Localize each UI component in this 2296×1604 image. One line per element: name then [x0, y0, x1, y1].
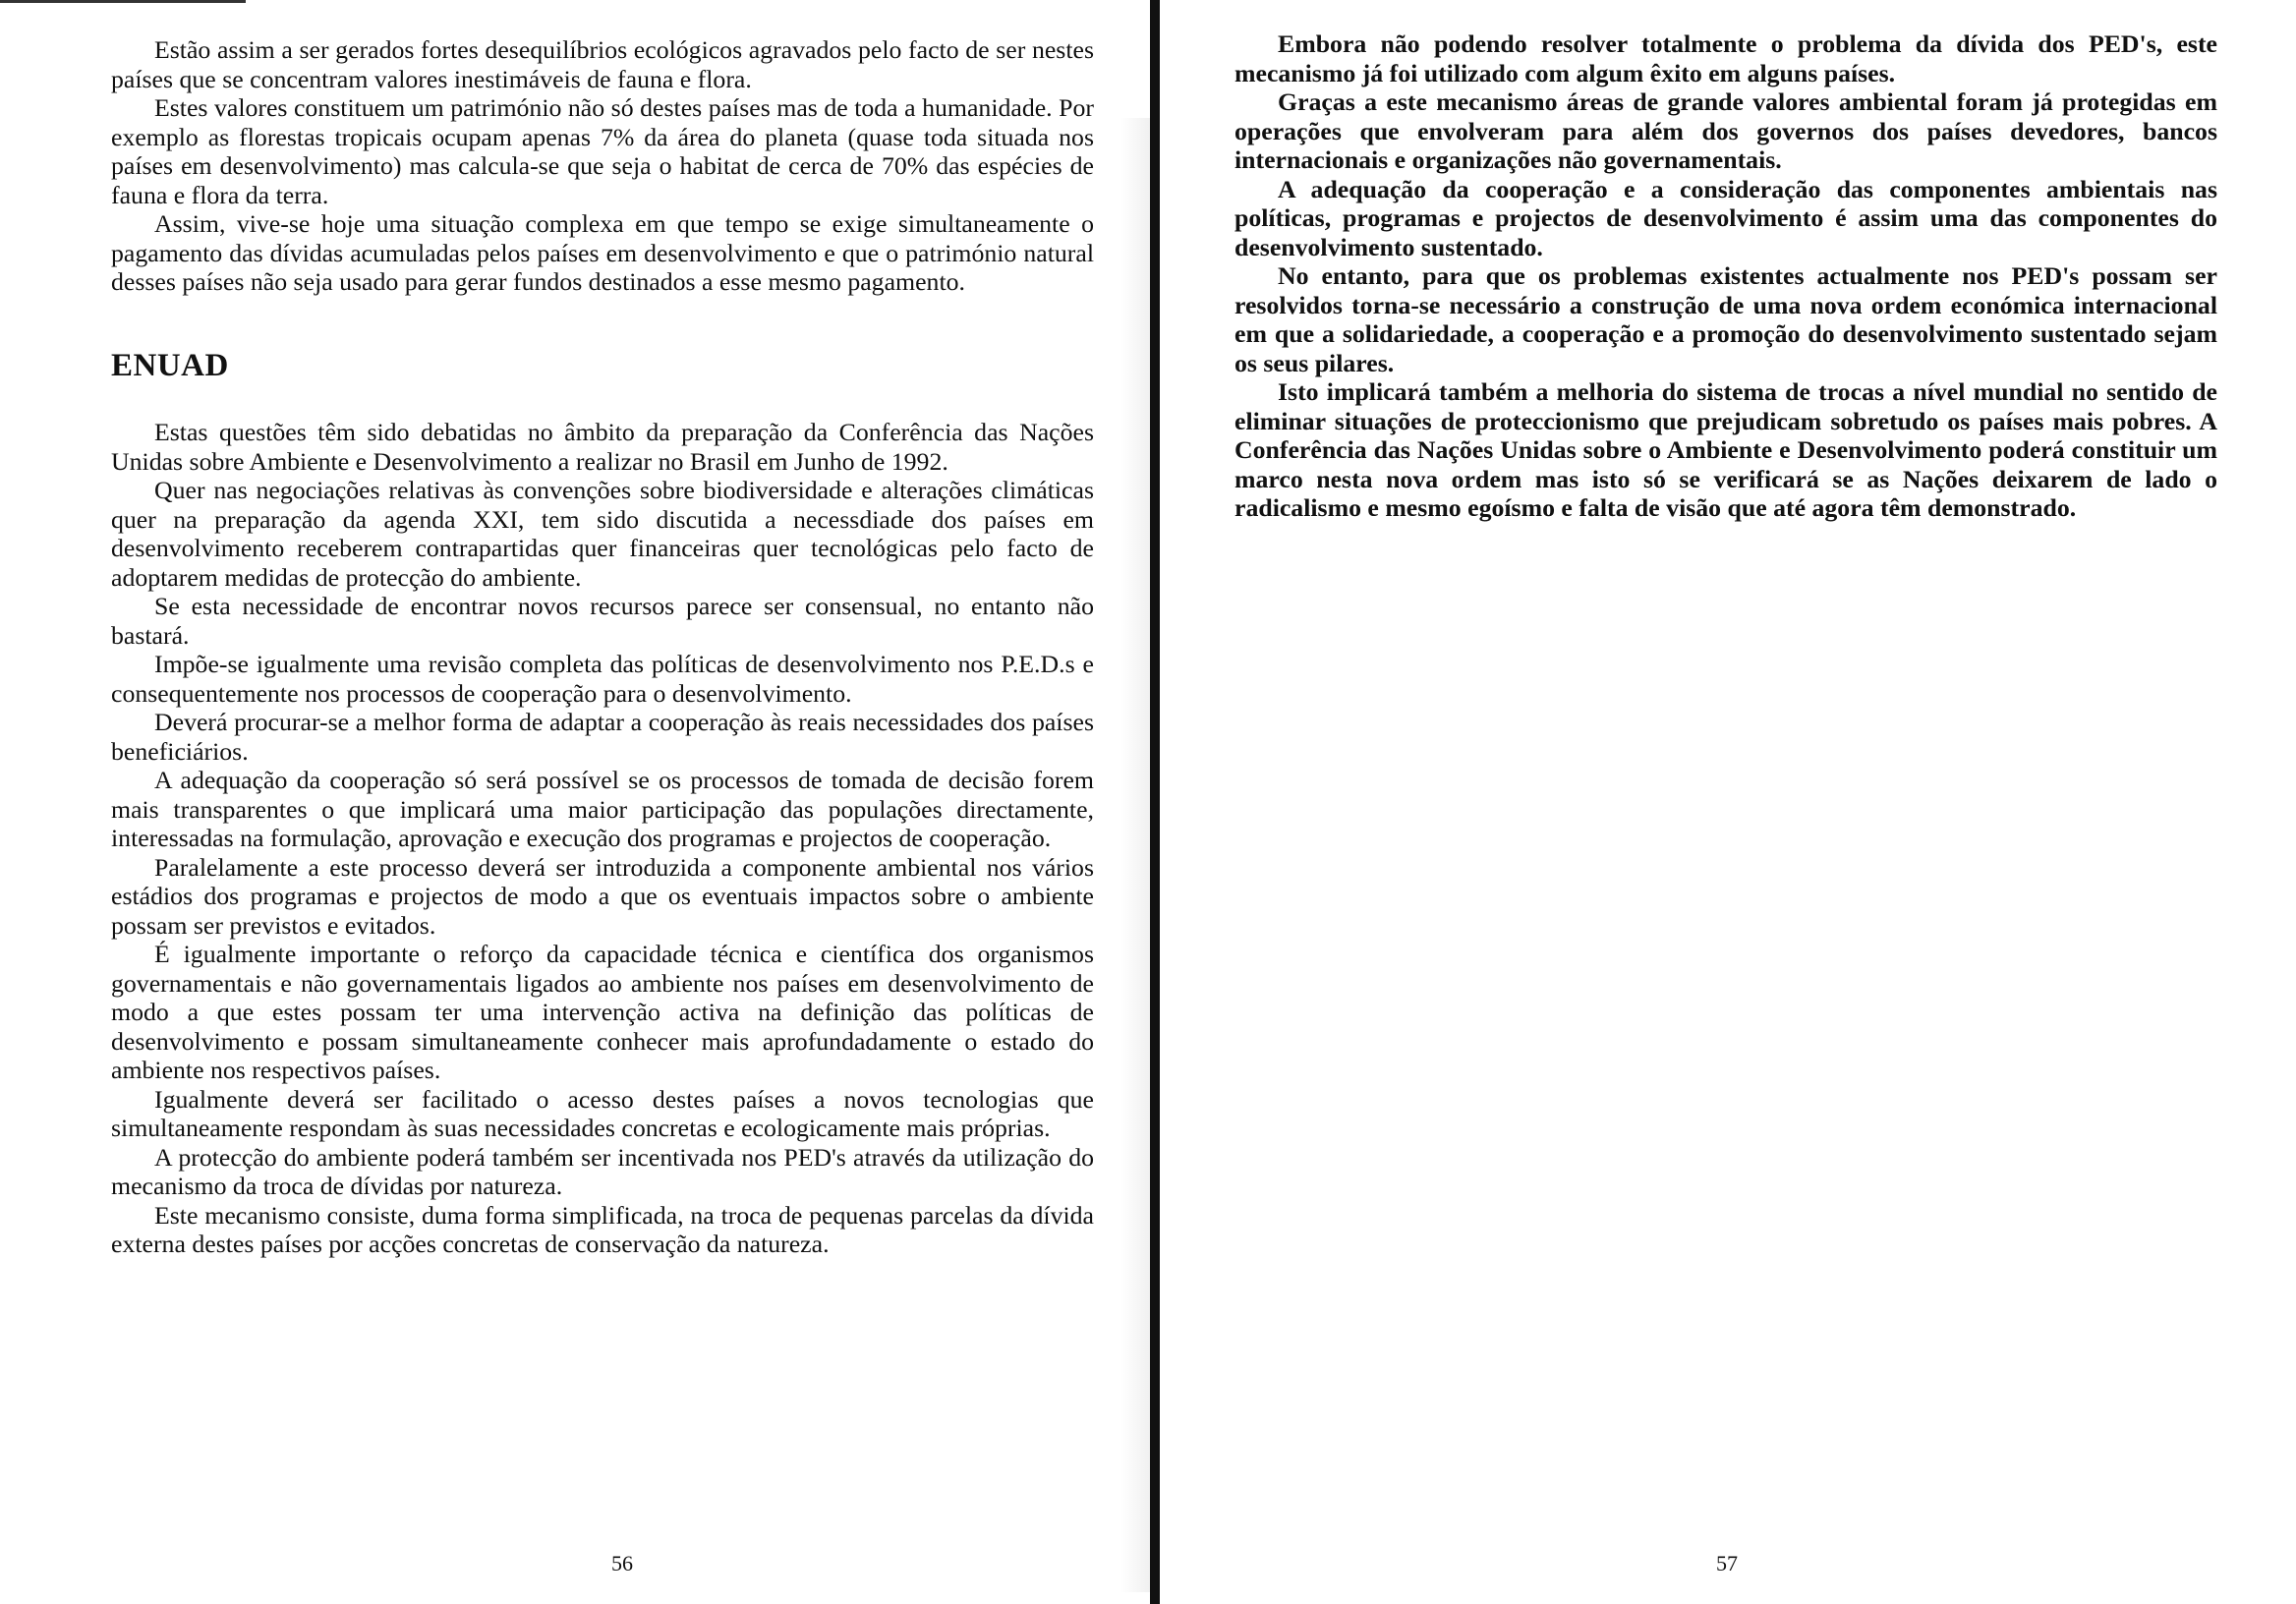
- spacer: [111, 297, 1094, 352]
- section-heading: ENUAD: [111, 347, 229, 383]
- paragraph: Graças a este mecanismo áreas de grande valores ambiental foram já protegidas em operações que envolveram para além dos governos dos países devedores, bancos internacionais e organizações não governamentais.: [1234, 87, 2217, 174]
- paragraph: A adequação da cooperação só será possível se os processos de tomada de decisão forem mais transparentes o que implicará uma maior participação das populações directamente, interessadas na formulação, aprovação e execução dos programas e projectos de cooperação.: [111, 766, 1094, 852]
- paragraph: Assim, vive-se hoje uma situação complexa em que tempo se exige simultaneamente o pagamento das dívidas acumuladas pelos países em desenvolvimento e que o património natural desses países não seja usado para gerar fundos destinados a esse mesmo pagamento.: [111, 209, 1094, 296]
- spacer: [111, 380, 1094, 418]
- right-page: [1156, 0, 2296, 1604]
- paragraph: A protecção do ambiente poderá também ser incentivada nos PED's através da utilização do mecanismo da troca de dívidas por natureza.: [111, 1142, 1094, 1200]
- left-page-text: [111, 35, 1094, 1259]
- paragraph: Deverá procurar-se a melhor forma de adaptar a cooperação às reais necessidades dos países beneficiários.: [111, 708, 1094, 766]
- paragraph: Paralelamente a este processo deverá ser introduzida a componente ambiental nos vários estádios dos programas e projectos de modo a que os eventuais impactos sobre o ambiente possam ser previstos e evitados.: [111, 852, 1094, 940]
- gutter-shadow: [1120, 118, 1150, 1592]
- paragraph: No entanto, para que os problemas existentes actualmente nos PED's possam ser resolvidos torna-se necessário a construção de uma nova ordem económica internacional em que a solidariedade, a cooperação e a promoção do desenvolvimento sustentado sejam os seus pilares.: [1234, 261, 2217, 377]
- paragraph: Estas questões têm sido debatidas no âmbito da preparação da Conferência das Nações Unidas sobre Ambiente e Desenvolvimento a realizar no Brasil em Junho de 1992.: [111, 418, 1094, 476]
- paragraph: Isto implicará também a melhoria do sistema de trocas a nível mundial no sentido de eliminar situações de proteccionismo que prejudicam sobretudo os países mais pobres. A Conferência das Nações Unidas sobre o Ambiente e Desenvolvimento poderá constituir um marco nesta nova ordem mas isto só se verificará se as Nações deixarem de lado o radicalismo e mesmo egoísmo e falta de visão que até agora têm demonstrado.: [1234, 377, 2217, 522]
- page-number: 56: [611, 1551, 633, 1575]
- paragraph: Embora não podendo resolver totalmente o problema da dívida dos PED's, este mecanismo já foi utilizado com algum êxito em alguns países.: [1234, 29, 2217, 87]
- page-number: 57: [1716, 1551, 1738, 1575]
- right-page-text: [1234, 29, 2217, 523]
- paragraph: Quer nas negociações relativas às convenções sobre biodiversidade e alterações climáticas quer na preparação da agenda XXI, tem sido discutida a necessdiade dos países em desenvolvimento receberem contrapartidas quer financeiras quer tecnológicas pelo facto de adoptarem medidas de protecção do ambiente.: [111, 476, 1094, 592]
- paragraph: A adequação da cooperação e a consideração das componentes ambientais nas políticas, programas e projectos de desenvolvimento é assim uma das componentes do desenvolvimento sustentado.: [1234, 174, 2217, 261]
- paragraph: Estes valores constituem um património não só destes países mas de toda a humanidade. Por exemplo as florestas tropicais ocupam apenas 7% da área do planeta (quase toda situada nos países em desenvolvimento) mas calcula-se que seja o habitat de cerca de 70% das espécies de fauna e flora da terra.: [111, 93, 1094, 209]
- paragraph: Igualmente deverá ser facilitado o acesso destes países a novos tecnologias que simultaneamente respondam às suas necessidades concretas e ecologicamente mais próprias.: [111, 1084, 1094, 1142]
- paragraph: É igualmente importante o reforço da capacidade técnica e científica dos organismos governamentais e não governamentais ligados ao ambiente nos países em desenvolvimento de modo a que estes possam ter uma intervenção activa na definição das políticas de desenvolvimento e possam simultaneamente conhecer mais aprofundadamente o estado do ambiente nos respectivos países.: [111, 940, 1094, 1084]
- paragraph: Este mecanismo consiste, duma forma simplificada, na troca de pequenas parcelas da dívida externa destes países por acções concretas de conservação da natureza.: [111, 1200, 1094, 1258]
- paragraph: Estão assim a ser gerados fortes desequilíbrios ecológicos agravados pelo facto de ser nestes países que se concentram valores inestimáveis de fauna e flora.: [111, 35, 1094, 93]
- paragraph: Impõe-se igualmente uma revisão completa das políticas de desenvolvimento nos P.E.D.s e consequentemente nos processos de cooperação para o desenvolvimento.: [111, 650, 1094, 708]
- paragraph: Se esta necessidade de encontrar novos recursos parece ser consensual, no entanto não bastará.: [111, 592, 1094, 650]
